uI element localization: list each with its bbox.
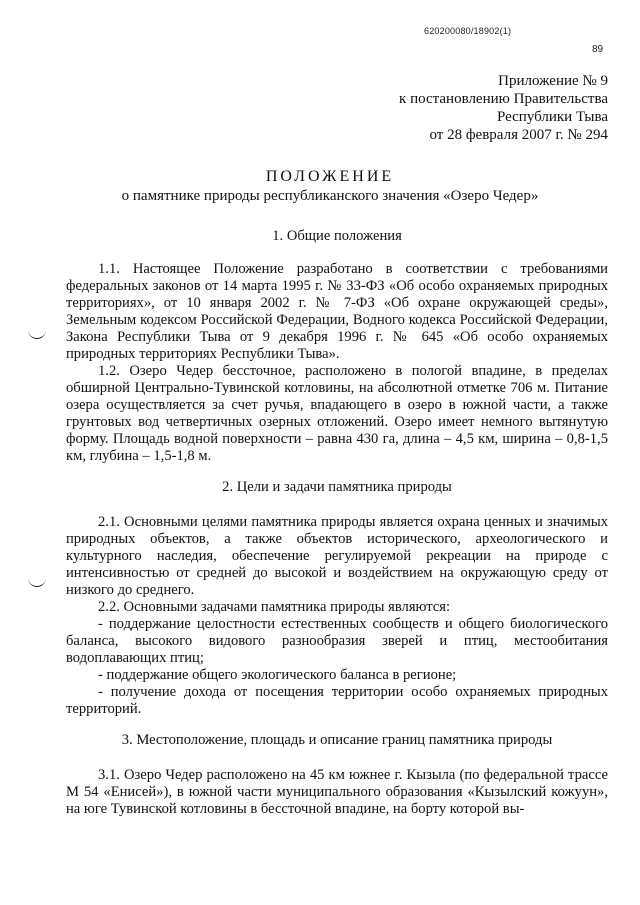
- appendix-line-1: Приложение № 9: [498, 73, 608, 89]
- list-item: - поддержание общего экологического баланса в регионе;: [98, 667, 457, 683]
- list-item: - поддержание целостности естественных сообществ и общего биологического баланса, высокого видового разнообразия зверей и птиц, местообитания водоплавающих птиц;: [66, 616, 608, 666]
- margin-mark: [28, 330, 46, 339]
- page-number: 89: [592, 44, 604, 55]
- document-id: 620200080/18902(1): [424, 26, 512, 36]
- margin-mark: [28, 578, 46, 587]
- appendix-block: [380, 72, 608, 144]
- appendix-line-4: от 28 февраля 2007 г. № 294: [429, 127, 608, 143]
- list-item: - получение дохода от посещения территории особо охраняемых природных территорий.: [66, 684, 608, 717]
- section-2-heading: 2. Цели и задачи памятника природы: [222, 479, 452, 495]
- document-title: ПОЛОЖЕНИЕ: [265, 168, 395, 185]
- paragraph-2-1: 2.1. Основными целями памятника природы является охрана ценных и значимых природных объектов, а также объектов исторического, археологического и культурного наследия, обеспечение регулируемой рекреации на природе с интенсивностью от средней до высокой и воздействием на окружающую среду от низкого до среднего.: [66, 514, 608, 598]
- paragraph-3-1: 3.1. Озеро Чедер расположено на 45 км южнее г. Кызыла (по федеральной трассе М 54 «Енисей»), в южной части муниципального образования «Кызылский кожуун», на юге Тувинской котловины в бессточной впадине, на борту которой вы-: [66, 767, 608, 817]
- paragraph-2-2: 2.2. Основными задачами памятника природы являются:: [98, 599, 451, 615]
- paragraph-1-2: 1.2. Озеро Чедер бессточное, расположено в пологой впадине, в пределах обширной Центрально-Тувинской котловины, на абсолютной отметке 706 м. Питание озера осуществляется за счет ручья, впадающего в озеро в южной части, а также грунтовых вод четвертичных озерных отложений. Озеро имеет немного вытянутую форму. Площадь водной поверхности – равна 430 га, длина – 4,5 км, ширина – 0,8-1,5 км, глубина – 1,5-1,8 м.: [66, 363, 608, 464]
- document-body: [66, 228, 608, 818]
- appendix-line-3: Республики Тыва: [496, 109, 608, 125]
- section-1-heading: 1. Общие положения: [272, 228, 402, 244]
- paragraph-1-1: 1.1. Настоящее Положение разработано в соответствии с требованиями федеральных законов от 14 марта 1995 г. № 33-ФЗ «Об особо охраняемых природных территориях», от 10 января 2002 г. № 7-ФЗ «Об охране окружающей среды», Земельным кодексом Российской Федерации, Водного кодекса Российской Федерации, Закона Республики Тыва от 9 декабря 1996 г. № 645 «Об особо охраняемых природных территориях Республики Тыва».: [66, 261, 608, 362]
- appendix-line-2: к постановлению Правительства: [399, 91, 608, 107]
- section-3-heading: 3. Местоположение, площадь и описание границ памятника природы: [121, 732, 553, 748]
- document-subtitle: о памятнике природы республиканского значения «Озеро Чедер»: [121, 188, 539, 204]
